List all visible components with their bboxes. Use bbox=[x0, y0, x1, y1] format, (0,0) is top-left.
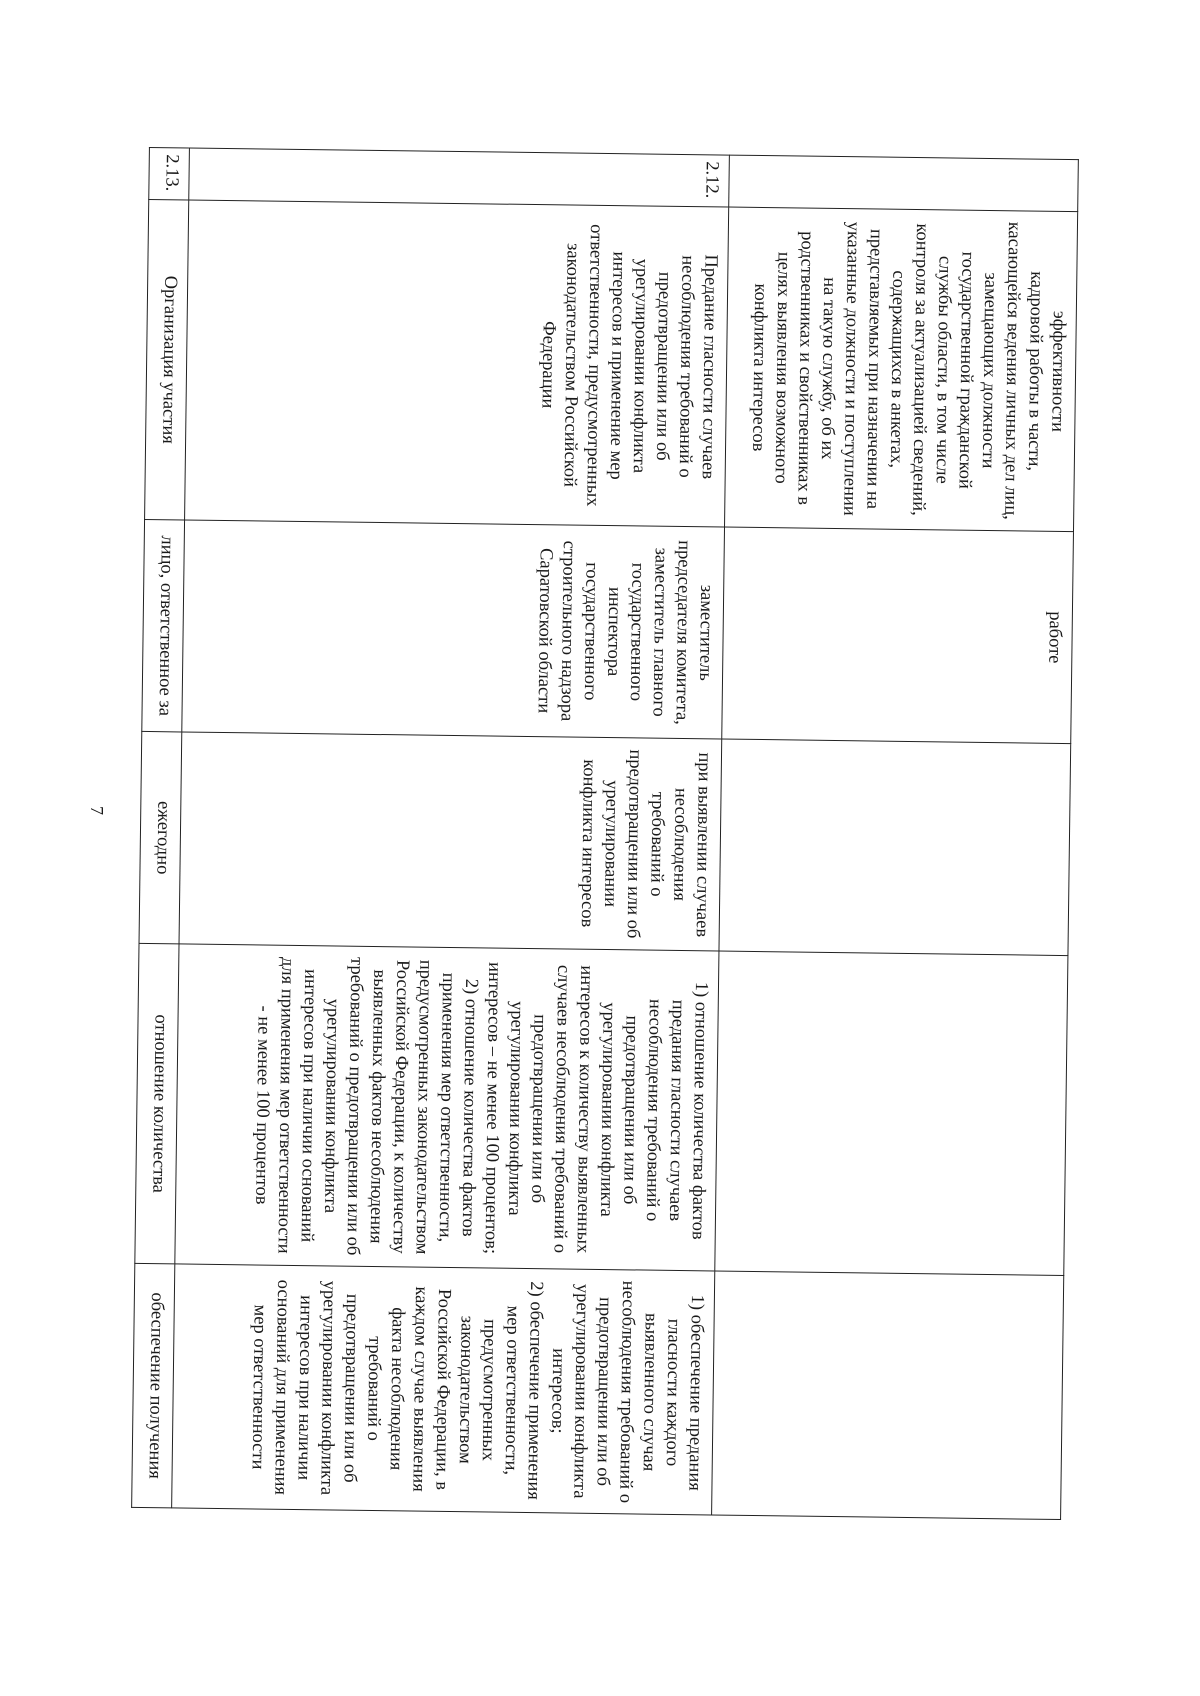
deadline-cell: ежегодно bbox=[139, 731, 181, 943]
result-cell: 1) обеспечение предания гласности каждого выявленного случая несоблюдения требований о предотвращении или об урегулировании конфликта интересов; 2) обеспечение применения мер ответственности, предусмотренных законодательством Российской Федерации, в каждом случае выявления факта несоблюдения требований о предотвращении или об урегулировании конфликта интересов при наличии оснований для применения мер ответственности bbox=[171, 1264, 715, 1515]
deadline-cell bbox=[719, 739, 1070, 956]
page-number: 7 bbox=[87, 806, 107, 815]
measure-cell: Предание гласности случаев несоблюдения требований о предотвращении или об урегулировании конфликта интересов и применение мер ответственности, предусмотренных законодательством Российской Федерации bbox=[184, 200, 729, 527]
table-row bbox=[171, 148, 730, 1515]
indicator-cell: отношение количества bbox=[135, 943, 179, 1263]
measure-cell: Организация участия bbox=[145, 199, 189, 519]
row-number: 2.12. bbox=[188, 148, 730, 207]
measures-table bbox=[131, 147, 1079, 1520]
result-cell bbox=[712, 1271, 1064, 1520]
deadline-cell: при выявлении случаев несоблюдения требований о предотвращении или об урегулировании конфликта интересов bbox=[179, 732, 723, 951]
responsible-cell: лицо, ответственное за bbox=[142, 519, 184, 731]
responsible-cell: заместитель председателя комитета, заместитель главного государственного инспектора государственного строительного надзора Саратовской области bbox=[181, 520, 725, 739]
measure-cell: эффективности кадровой работы в части, касающейся ведения личных дел лиц, замещающих должности государственной гражданской службы области, в том числе контроля за актуализацией сведений, содержащихся в анкетах, представляемых при назначении на указанные должности и поступлении на такую службу, об их родственниках и свойственниках в целях выявления возможного конфликта интересов bbox=[725, 207, 1078, 532]
indicator-cell bbox=[715, 951, 1068, 1276]
indicator-cell: 1) отношение количества фактов предания гласности случаев несоблюдения требований о предотвращении или об урегулировании конфликта интересов к количеству выявленных случаев несоблюдения требований о предотвращении или об урегулировании конфликта интересов – не менее 100 процентов; 2) отношение количества фактов применения мер ответственности, предусмотренных законодательством Российской Федерации, к количеству выявленных фактов несоблюдения требований о предотвращении или об урегулировании конфликта интересов при наличии оснований для применения мер ответственности - не менее 100 процентов bbox=[174, 944, 719, 1271]
row-number: 2.13. bbox=[149, 147, 189, 200]
responsible-cell: работе bbox=[722, 527, 1073, 744]
table-row bbox=[712, 155, 1078, 1519]
row-number bbox=[729, 155, 1078, 212]
document-table-rotated bbox=[131, 147, 1079, 1519]
result-cell: обеспечение получения bbox=[132, 1263, 175, 1507]
